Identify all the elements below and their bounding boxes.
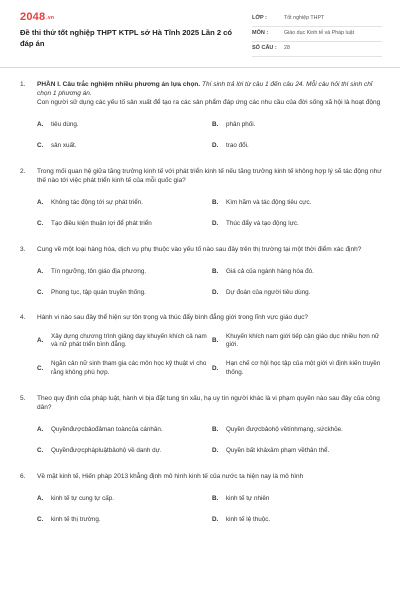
question-number: 1. — [20, 81, 26, 88]
info-row-question-count — [252, 42, 382, 57]
option-d[interactable] — [212, 289, 387, 298]
option-text: Kìm hãm và tác động tiêu cực. — [226, 199, 312, 207]
option-a[interactable] — [37, 121, 212, 130]
question-6 — [20, 472, 384, 525]
option-b[interactable] — [212, 199, 387, 208]
option-letter: C. — [37, 219, 44, 227]
answer-options — [37, 121, 384, 151]
option-letter: B. — [212, 425, 219, 433]
info-value: 28 — [284, 45, 290, 52]
option-text: Khuyến khích nam giới tiếp cận giáo dục nhiều hơn nữ giới. — [226, 332, 380, 349]
option-text: Hạn chế cơ hội học tập của một giới vì định kiến truyền thống. — [226, 360, 381, 376]
question-stem: Con người sử dụng các yếu tố sản xuất để tạo ra các sản phẩm đáp ứng các nhu cầu của đời sống xã hội là hoạt động — [37, 99, 381, 107]
question-stem: Theo quy định của pháp luật, hành vi bịa đặt tung tin xấu, hạ uy tín người khác là vi phạm quyền nào sau đây của công dân? — [37, 394, 380, 411]
option-text: Dự đoán của người tiêu dùng. — [226, 288, 311, 296]
option-letter: B. — [212, 336, 219, 344]
question-list — [20, 80, 384, 540]
answer-options — [37, 268, 384, 298]
option-text: Thúc đẩy và tạo động lực. — [226, 219, 299, 227]
option-letter: D. — [212, 515, 219, 523]
option-c[interactable] — [37, 360, 212, 378]
option-text: Quyền đượcbảohộ vềtínhmạng, sứckhỏe. — [226, 425, 343, 433]
question-4 — [20, 313, 384, 377]
logo-domain: .vn — [46, 15, 55, 21]
question-number: 5. — [20, 394, 26, 402]
answer-options — [37, 426, 384, 456]
question-3 — [20, 245, 384, 298]
option-d[interactable] — [212, 220, 387, 229]
option-d[interactable] — [212, 447, 387, 456]
option-letter: C. — [37, 288, 44, 296]
option-a[interactable] — [37, 495, 212, 504]
option-a[interactable] — [37, 333, 212, 351]
part-label: PHẦN I. Câu trắc nghiệm nhiều phương án lựa chọn. — [37, 81, 201, 88]
option-c[interactable] — [37, 142, 212, 151]
option-text: Quyền bất khảxâm phạm vềthân thể. — [226, 446, 330, 454]
option-text: Quyềnđượcbảođảman toàncủa cánhân. — [51, 425, 163, 433]
exam-info-panel — [252, 12, 382, 57]
question-1 — [20, 80, 384, 151]
question-number: 2. — [20, 167, 26, 175]
question-stem: Cung về một loại hàng hóa, dịch vụ phụ thuộc vào yếu tố nào sau đây trên thị trường tại một thời điểm xác định? — [37, 245, 362, 253]
document-header — [0, 0, 400, 68]
option-text: Giá cả của ngành hàng hóa đó. — [226, 267, 314, 275]
option-b[interactable] — [212, 268, 387, 277]
option-text: Phong tục, tập quán truyền thống. — [51, 288, 146, 296]
answer-options — [37, 199, 384, 229]
option-letter: A. — [37, 425, 44, 433]
answer-options — [37, 495, 384, 525]
option-text: Không tác động tới sự phát triển. — [51, 199, 144, 207]
logo-text: 2048 — [20, 11, 46, 23]
option-letter: A. — [37, 121, 44, 129]
option-letter: C. — [37, 364, 44, 372]
option-letter: D. — [212, 364, 219, 372]
option-a[interactable] — [37, 199, 212, 208]
option-text: tiêu dùng. — [51, 121, 79, 129]
option-letter: C. — [37, 446, 44, 454]
option-c[interactable] — [37, 516, 212, 525]
option-c[interactable] — [37, 289, 212, 298]
info-value: Tốt nghiệp THPT — [284, 15, 325, 22]
question-number: 6. — [20, 472, 26, 480]
option-text: kinh tế lệ thuộc. — [226, 515, 271, 523]
option-b[interactable] — [212, 333, 387, 351]
question-number: 3. — [20, 245, 26, 253]
option-b[interactable] — [212, 495, 387, 504]
option-b[interactable] — [212, 426, 387, 435]
option-letter: D. — [212, 446, 219, 454]
question-stem: Hành vi nào sau đây thể hiện sự tôn trọng và thúc đẩy bình đẳng giới trong lĩnh vực giáo dục? — [37, 314, 308, 322]
option-c[interactable] — [37, 447, 212, 456]
site-logo[interactable] — [20, 10, 54, 25]
option-c[interactable] — [37, 220, 212, 229]
info-label: MÔN : — [252, 30, 269, 37]
option-a[interactable] — [37, 426, 212, 435]
question-stem: Trong mối quan hệ giữa tăng trưởng kinh tế với phát triển kinh tế nếu tăng trưởng kinh tế không hợp lý sẽ tác động như thế nào tới việc phát triển kinh tế của mỗi quốc gia? — [37, 167, 382, 184]
option-letter: A. — [37, 267, 44, 275]
question-stem: Về mặt kinh tế, Hiến pháp 2013 khẳng định mô hình kinh tế của nước ta hiện nay là mô hình — [37, 472, 304, 480]
option-text: kinh tế thị trường. — [51, 515, 101, 523]
info-row-class — [252, 12, 382, 27]
info-row-subject — [252, 27, 382, 42]
option-text: Tín ngưỡng, tôn giáo địa phương. — [51, 267, 147, 275]
page-title: Đề thi thử tốt nghiệp THPT KTPL sở Hà Tĩnh 2025 Lần 2 có đáp án — [20, 28, 233, 48]
option-d[interactable] — [212, 516, 387, 525]
option-letter: D. — [212, 219, 219, 227]
option-d[interactable] — [212, 142, 387, 151]
option-letter: A. — [37, 336, 44, 344]
answer-options — [37, 333, 384, 378]
question-5 — [20, 394, 384, 456]
option-text: Xây dựng chương trình giảng dạy khuyến khích cả nam và nữ phát triển bình đẳng. — [51, 332, 207, 349]
option-letter: B. — [212, 199, 219, 207]
option-b[interactable] — [212, 121, 387, 130]
option-text: trao đổi. — [226, 142, 249, 150]
option-letter: D. — [212, 288, 219, 296]
option-text: Ngăn cản nữ sinh tham gia các môn học kỹ thuật vì cho rằng không phù hợp. — [51, 360, 207, 376]
option-text: sản xuất. — [51, 142, 77, 150]
option-letter: B. — [212, 121, 219, 129]
option-letter: B. — [212, 267, 219, 275]
info-value: Giáo dục Kinh tế và Pháp luật — [284, 30, 355, 37]
info-label: SỐ CÂU : — [252, 45, 277, 52]
option-text: phân phối. — [226, 121, 256, 129]
question-2 — [20, 167, 384, 229]
option-letter: A. — [37, 494, 44, 502]
option-text: Quyềnđượcphápluậtbảohộ về danh dự. — [51, 446, 162, 454]
option-letter: C. — [37, 515, 44, 523]
option-letter: C. — [37, 142, 44, 150]
question-number: 4. — [20, 314, 26, 322]
option-letter: B. — [212, 494, 219, 502]
part-note: Thí sinh trả lời từ câu 1 đến câu 24. Mỗi câu hỏi thí sinh chỉ chọn 1 phương án. — [37, 81, 373, 98]
option-d[interactable] — [212, 360, 387, 378]
option-text: Tạo điều kiện thuận lợi để phát triển — [51, 219, 152, 227]
question-text — [37, 80, 384, 107]
option-a[interactable] — [37, 268, 212, 277]
option-letter: A. — [37, 199, 44, 207]
option-text: kinh tế tự nhiên — [226, 494, 270, 502]
option-text: kinh tế tự cung tự cấp. — [51, 494, 115, 502]
option-letter: D. — [212, 142, 219, 150]
info-label: LỚP : — [252, 15, 267, 22]
